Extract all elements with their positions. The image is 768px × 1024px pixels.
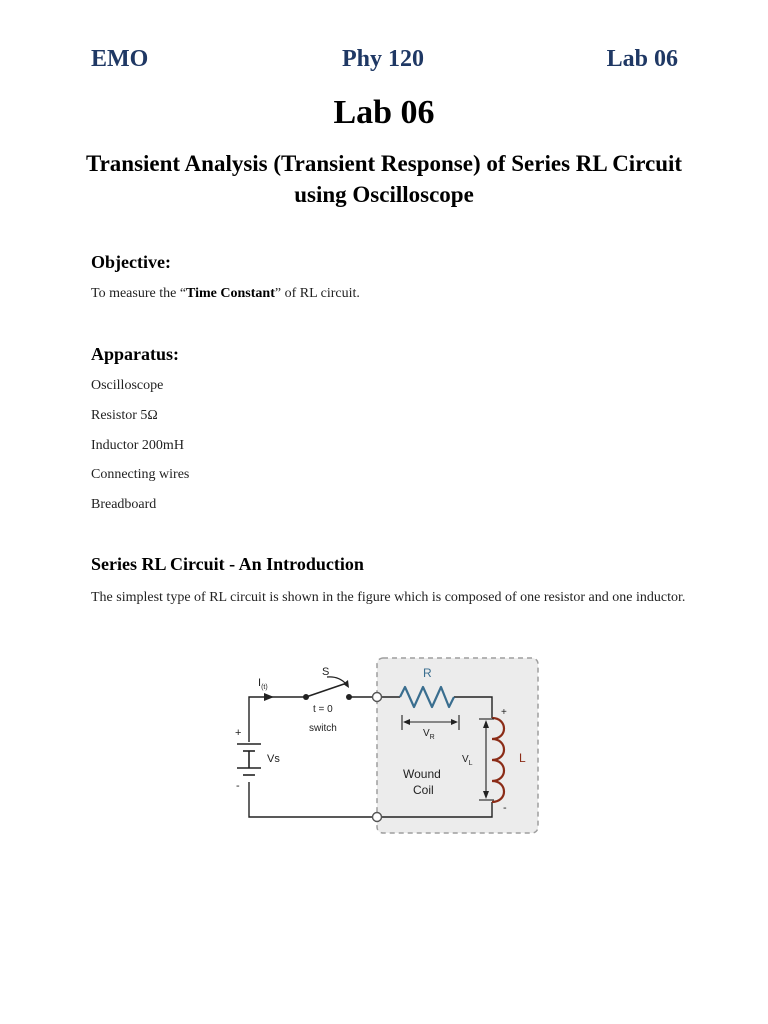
inductor-minus-label: - bbox=[503, 802, 507, 814]
source-plus-label: + bbox=[235, 727, 242, 739]
objective-heading: Objective: bbox=[91, 252, 171, 272]
vl-label: $V_L$ bbox=[462, 754, 473, 767]
intro-heading: Series RL Circuit - An Introduction bbox=[91, 554, 364, 574]
battery-icon bbox=[237, 744, 261, 775]
apparatus-item: Resistor 5Ω bbox=[91, 408, 158, 423]
apparatus-item: Connecting wires bbox=[91, 467, 190, 482]
page-title: Lab 06 bbox=[333, 94, 435, 131]
switch-word-label: switch bbox=[309, 723, 337, 734]
inductor-plus-label: + bbox=[501, 707, 507, 718]
header-course-code: EMO bbox=[91, 46, 149, 72]
apparatus-item: Breadboard bbox=[91, 497, 157, 512]
source-minus-label: - bbox=[236, 780, 240, 792]
switch-icon bbox=[303, 677, 352, 700]
coil-label-line2: Coil bbox=[413, 783, 434, 797]
source-label: Vs bbox=[267, 753, 280, 765]
apparatus-heading: Apparatus: bbox=[91, 344, 180, 364]
header-lab-number: Lab 06 bbox=[606, 46, 678, 72]
resistor-label: R bbox=[423, 666, 432, 680]
objective-text bbox=[91, 286, 360, 302]
terminal-top bbox=[373, 693, 382, 702]
objective-text-before: To measure the “ bbox=[91, 286, 187, 301]
objective-text-after: ” of RL circuit. bbox=[274, 286, 360, 301]
rl-circuit-diagram bbox=[230, 650, 542, 840]
page-subtitle: Transient Analysis (Transient Response) of Series RL Circuit using Oscilloscope bbox=[85, 151, 683, 207]
terminal-bottom bbox=[373, 813, 382, 822]
page-header bbox=[91, 46, 678, 76]
objective-emphasis: Time Constant bbox=[186, 286, 275, 301]
rl-circuit-figure bbox=[230, 650, 542, 840]
apparatus-item: Inductor 200mH bbox=[91, 438, 184, 453]
load-dashed-box bbox=[377, 658, 538, 833]
apparatus-item: Oscilloscope bbox=[91, 378, 164, 393]
current-arrow-icon bbox=[264, 693, 274, 701]
intro-text: The simplest type of RL circuit is shown in the figure which is composed of one resistor and one inductor. bbox=[91, 590, 686, 605]
header-course-name: Phy 120 bbox=[342, 46, 425, 72]
vr-label: $V_R$ bbox=[423, 728, 435, 741]
current-label: $I_{(t)}$ bbox=[258, 677, 268, 691]
inductor-label: L bbox=[519, 751, 526, 765]
coil-label-line1: Wound bbox=[403, 767, 441, 781]
switch-label: S bbox=[322, 666, 330, 678]
switch-time-label: t = 0 bbox=[313, 704, 333, 715]
